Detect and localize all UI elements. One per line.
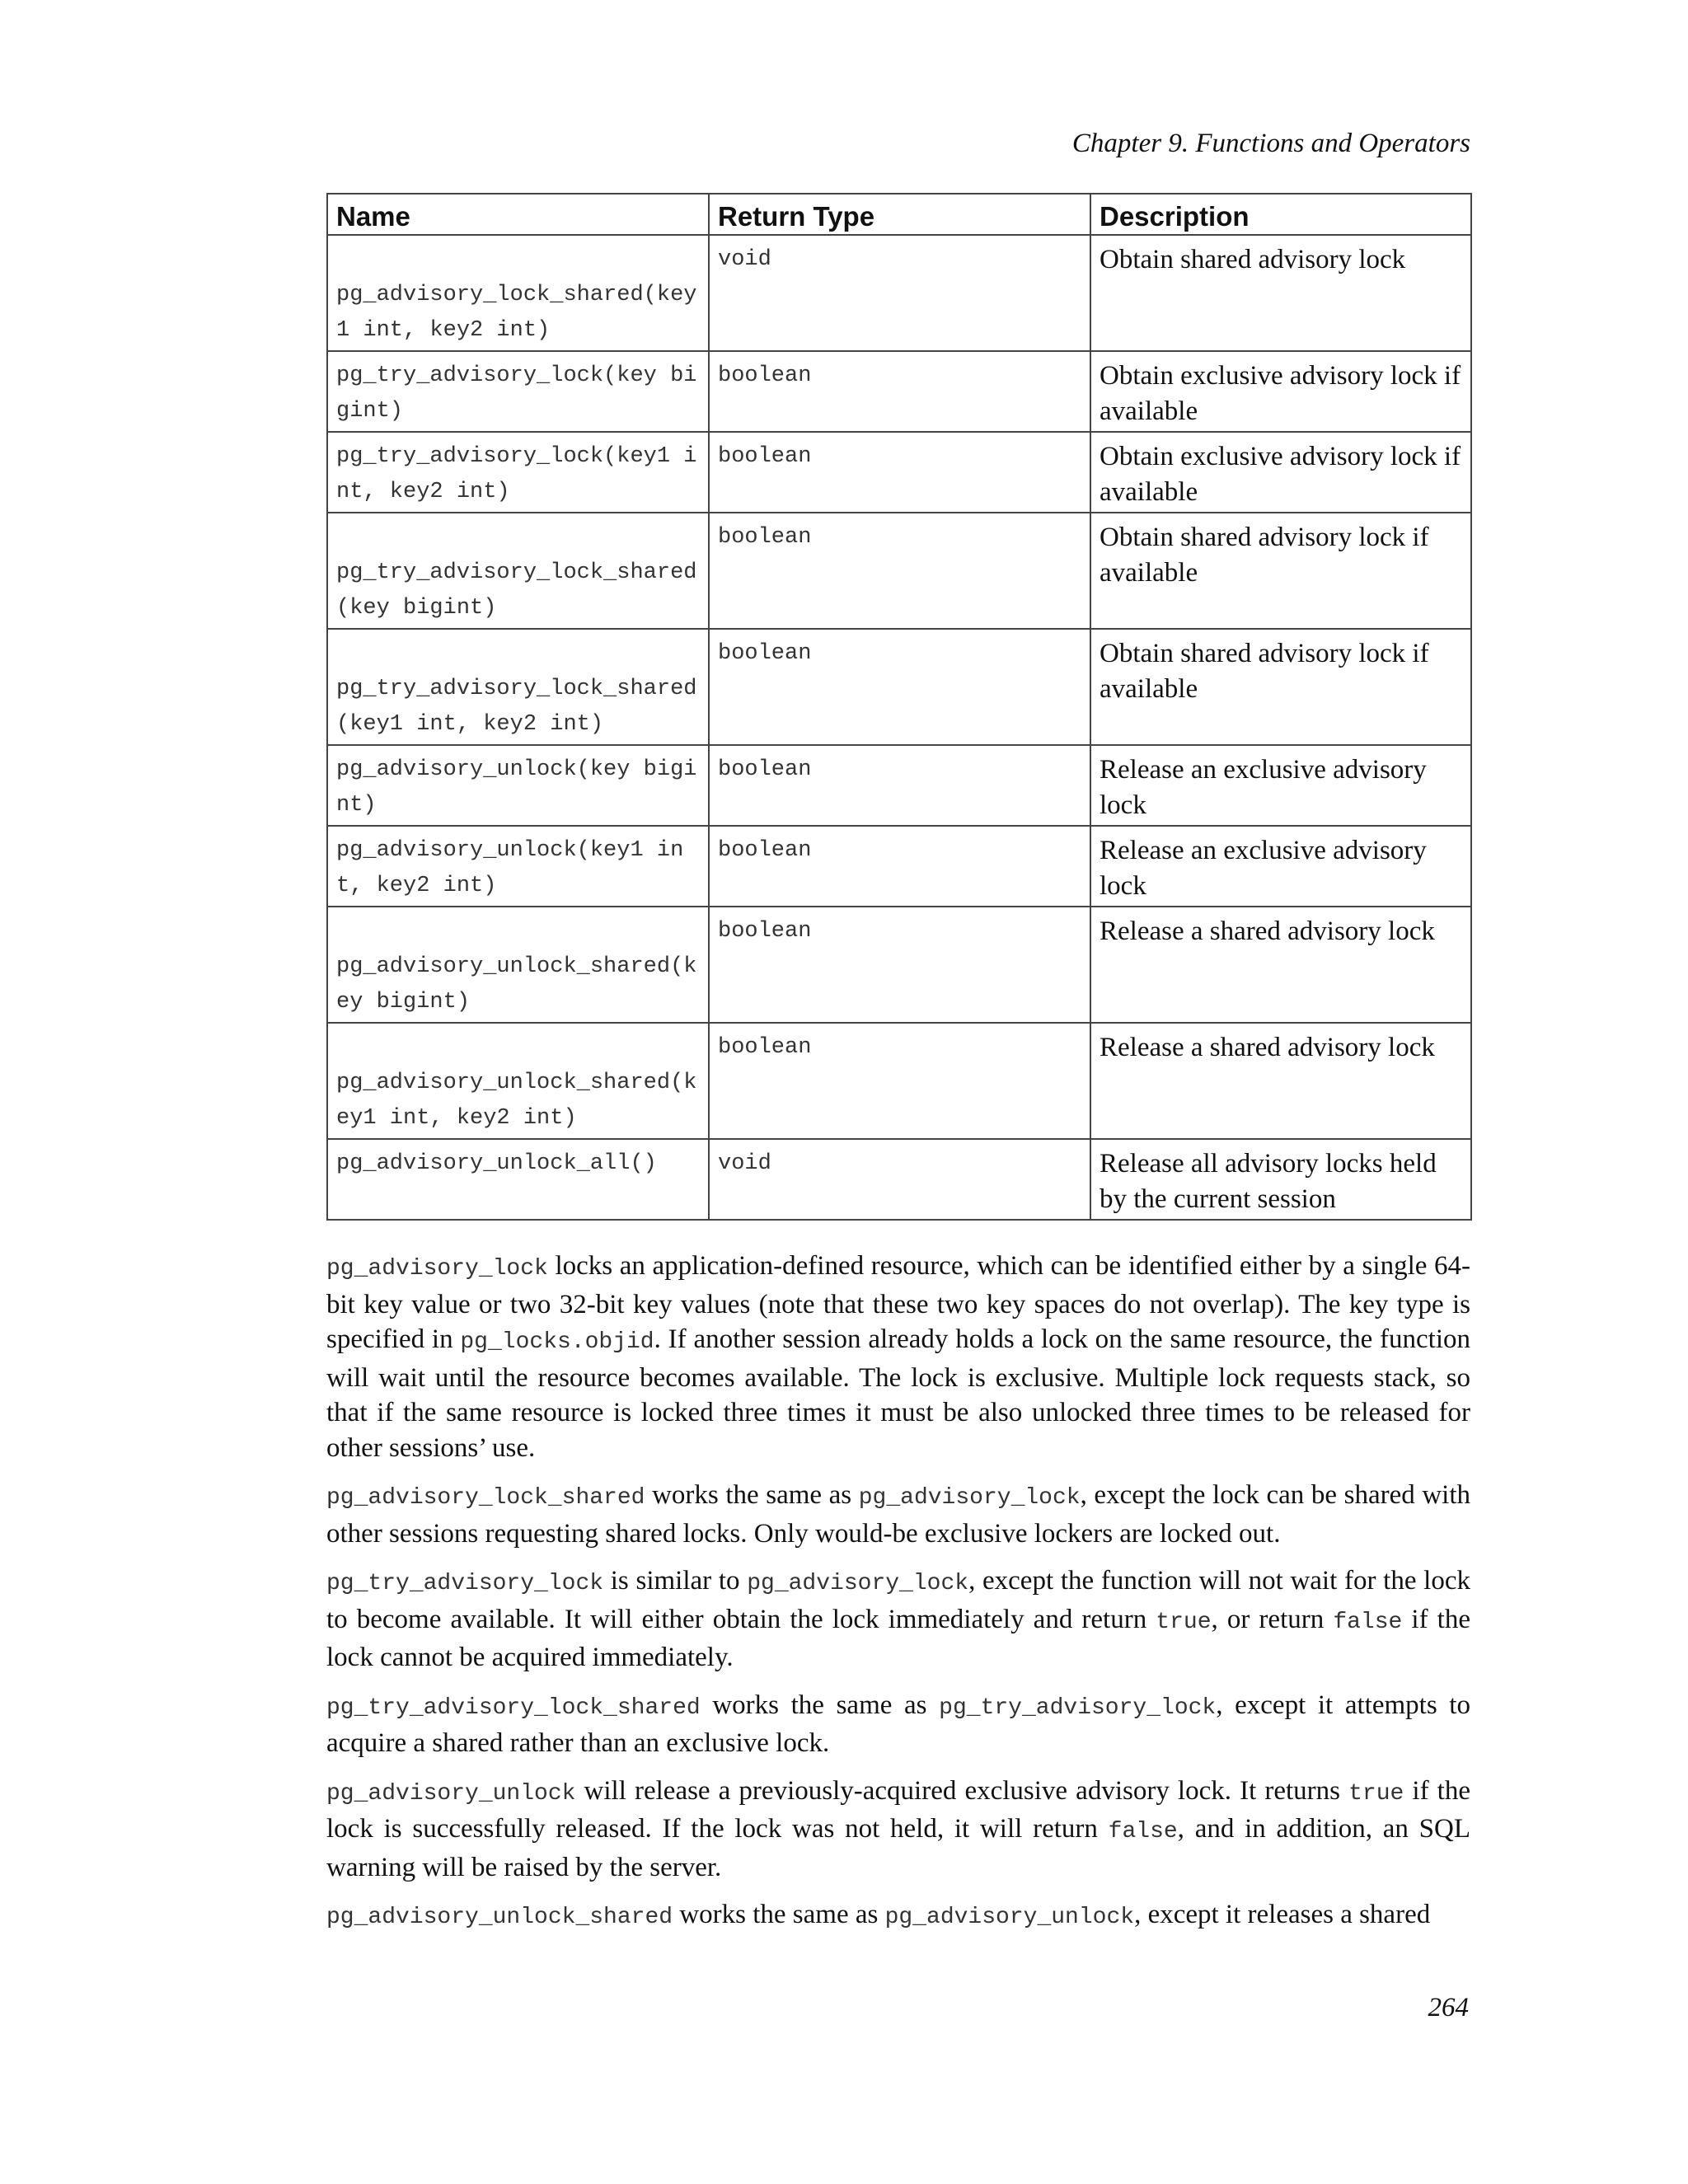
function-name-cell	[327, 1139, 709, 1220]
description-cell: Release an exclusive advisory lock	[1090, 826, 1471, 907]
inline-code: true	[1348, 1780, 1404, 1807]
paragraph	[326, 1774, 1470, 1886]
inline-code: pg_try_advisory_lock	[939, 1694, 1217, 1721]
function-signature: pg_try_advisory_lock(key bigint)	[336, 363, 697, 424]
paragraph	[326, 1249, 1470, 1465]
function-name-cell	[327, 826, 709, 907]
advisory-lock-functions-table	[326, 193, 1472, 1221]
paragraph-text: works the same as	[673, 1900, 885, 1929]
return-type-cell	[709, 907, 1090, 1023]
function-signature: pg_advisory_unlock_shared(key bigint)	[336, 954, 697, 1015]
return-type: boolean	[718, 919, 812, 944]
description-cell: Release all advisory locks held by the current session	[1090, 1139, 1471, 1220]
paragraph	[326, 1897, 1470, 1936]
description-cell: Obtain exclusive advisory lock if available	[1090, 351, 1471, 432]
function-name-cell	[327, 513, 709, 629]
paragraph	[326, 1563, 1470, 1675]
inline-code: pg_advisory_lock	[858, 1485, 1081, 1511]
description-cell: Obtain exclusive advisory lock if available	[1090, 432, 1471, 513]
return-type-cell	[709, 1023, 1090, 1139]
paragraph	[326, 1478, 1470, 1551]
column-header-name: Name	[327, 194, 709, 235]
table-row	[327, 1023, 1471, 1139]
return-type: boolean	[718, 444, 812, 469]
description-cell: Obtain shared advisory lock	[1090, 235, 1471, 351]
page-number: 264	[1428, 1993, 1469, 2022]
paragraph-text: if the lock is successfully released. If the lock was not held, it will return	[326, 1775, 1470, 1844]
return-type: boolean	[718, 1035, 812, 1060]
inline-code: pg_advisory_unlock	[326, 1780, 576, 1807]
table-row	[327, 826, 1471, 907]
table-row	[327, 745, 1471, 826]
table-row	[327, 351, 1471, 432]
paragraph-text: , except it attempts to acquire a shared rather than an exclusive lock.	[326, 1690, 1470, 1758]
paragraph-text: , except the function will not wait for the lock to become available. It will either obtain the lock immediately and return	[326, 1566, 1470, 1634]
return-type-cell	[709, 629, 1090, 745]
return-type-cell	[709, 513, 1090, 629]
paragraph-text: works the same as	[700, 1690, 940, 1720]
table-row	[327, 629, 1471, 745]
inline-code: pg_advisory_lock_shared	[326, 1485, 645, 1511]
return-type-cell	[709, 826, 1090, 907]
paragraph-text: , except it releases a shared	[1134, 1900, 1431, 1929]
column-header-return-type: Return Type	[709, 194, 1090, 235]
inline-code: pg_try_advisory_lock_shared	[326, 1694, 701, 1721]
paragraph-text: , and in addition, an SQL warning will be raised by the server.	[326, 1814, 1470, 1882]
function-name-cell	[327, 432, 709, 513]
function-name-cell	[327, 629, 709, 745]
paragraph-text: is similar to	[603, 1566, 748, 1596]
inline-code: false	[1108, 1819, 1178, 1844]
inline-code: pg_locks.objid	[460, 1329, 654, 1355]
page-content	[326, 193, 1470, 1948]
description-cell: Release a shared advisory lock	[1090, 907, 1471, 1023]
return-type-cell	[709, 745, 1090, 826]
paragraph-text: works the same as	[645, 1480, 859, 1510]
description-cell: Release a shared advisory lock	[1090, 1023, 1471, 1139]
inline-code: pg_advisory_unlock_shared	[326, 1905, 673, 1930]
function-name-cell	[327, 745, 709, 826]
return-type: boolean	[718, 525, 812, 550]
table-row	[327, 907, 1471, 1023]
column-header-description: Description	[1090, 194, 1471, 235]
return-type: boolean	[718, 363, 812, 388]
function-signature: pg_advisory_unlock(key1 int, key2 int)	[336, 838, 684, 898]
function-name-cell	[327, 351, 709, 432]
inline-code: false	[1333, 1609, 1403, 1635]
return-type-cell	[709, 432, 1090, 513]
return-type-cell	[709, 351, 1090, 432]
description-cell: Release an exclusive advisory lock	[1090, 745, 1471, 826]
function-signature: pg_advisory_unlock(key bigint)	[336, 757, 697, 818]
return-type: void	[718, 1151, 771, 1176]
paragraph-text: . If another session already holds a lock on the same resource, the function will wait until the resource becomes available. The lock is exclusive. Multiple lock requests stack, so that if the same resource is locked three times it must be also unlocked three times to be released for other sessions’ use.	[326, 1324, 1470, 1463]
return-type: boolean	[718, 838, 812, 863]
return-type-cell	[709, 235, 1090, 351]
function-name-cell	[327, 1023, 709, 1139]
table-row	[327, 432, 1471, 513]
description-cell: Obtain shared advisory lock if available	[1090, 513, 1471, 629]
description-cell: Obtain shared advisory lock if available	[1090, 629, 1471, 745]
function-signature: pg_try_advisory_lock_shared(key bigint)	[336, 560, 697, 621]
paragraph-text: , or return	[1211, 1604, 1334, 1634]
function-signature: pg_advisory_unlock_shared(key1 int, key2 int)	[336, 1071, 697, 1131]
body-text	[326, 1249, 1470, 1936]
running-header: Chapter 9. Functions and Operators	[1071, 129, 1470, 158]
inline-code: pg_advisory_lock	[326, 1256, 548, 1282]
table-row	[327, 1139, 1471, 1220]
table-row	[327, 235, 1471, 351]
function-signature: pg_advisory_lock_shared(key1 int, key2 int)	[336, 283, 697, 343]
paragraph-text: , except the lock can be shared with other sessions requesting shared locks. Only would-be exclusive lockers are locked out.	[326, 1480, 1470, 1549]
function-name-cell	[327, 235, 709, 351]
inline-code: pg_advisory_unlock	[884, 1905, 1135, 1930]
inline-code: pg_try_advisory_lock	[326, 1571, 604, 1596]
return-type-cell	[709, 1139, 1090, 1220]
inline-code: pg_advisory_lock	[747, 1571, 969, 1596]
inline-code: true	[1156, 1609, 1212, 1635]
return-type: void	[718, 247, 771, 272]
return-type: boolean	[718, 757, 812, 782]
table-row	[327, 513, 1471, 629]
paragraph-text: if the lock cannot be acquired immediately.	[326, 1604, 1470, 1672]
paragraph-text: locks an application-defined resource, which can be identified either by a single 64-bit key value or two 32-bit key values (note that these two key spaces do not overlap). The key type is specified in	[326, 1251, 1470, 1354]
function-signature: pg_try_advisory_lock_shared(key1 int, key2 int)	[336, 677, 697, 737]
table-header-row	[327, 194, 1471, 235]
function-name-cell	[327, 907, 709, 1023]
paragraph-text: will release a previously-acquired exclusive advisory lock. It returns	[575, 1775, 1349, 1806]
return-type: boolean	[718, 641, 812, 666]
function-signature: pg_try_advisory_lock(key1 int, key2 int)	[336, 444, 697, 504]
paragraph	[326, 1688, 1470, 1761]
function-signature: pg_advisory_unlock_all()	[336, 1151, 657, 1176]
